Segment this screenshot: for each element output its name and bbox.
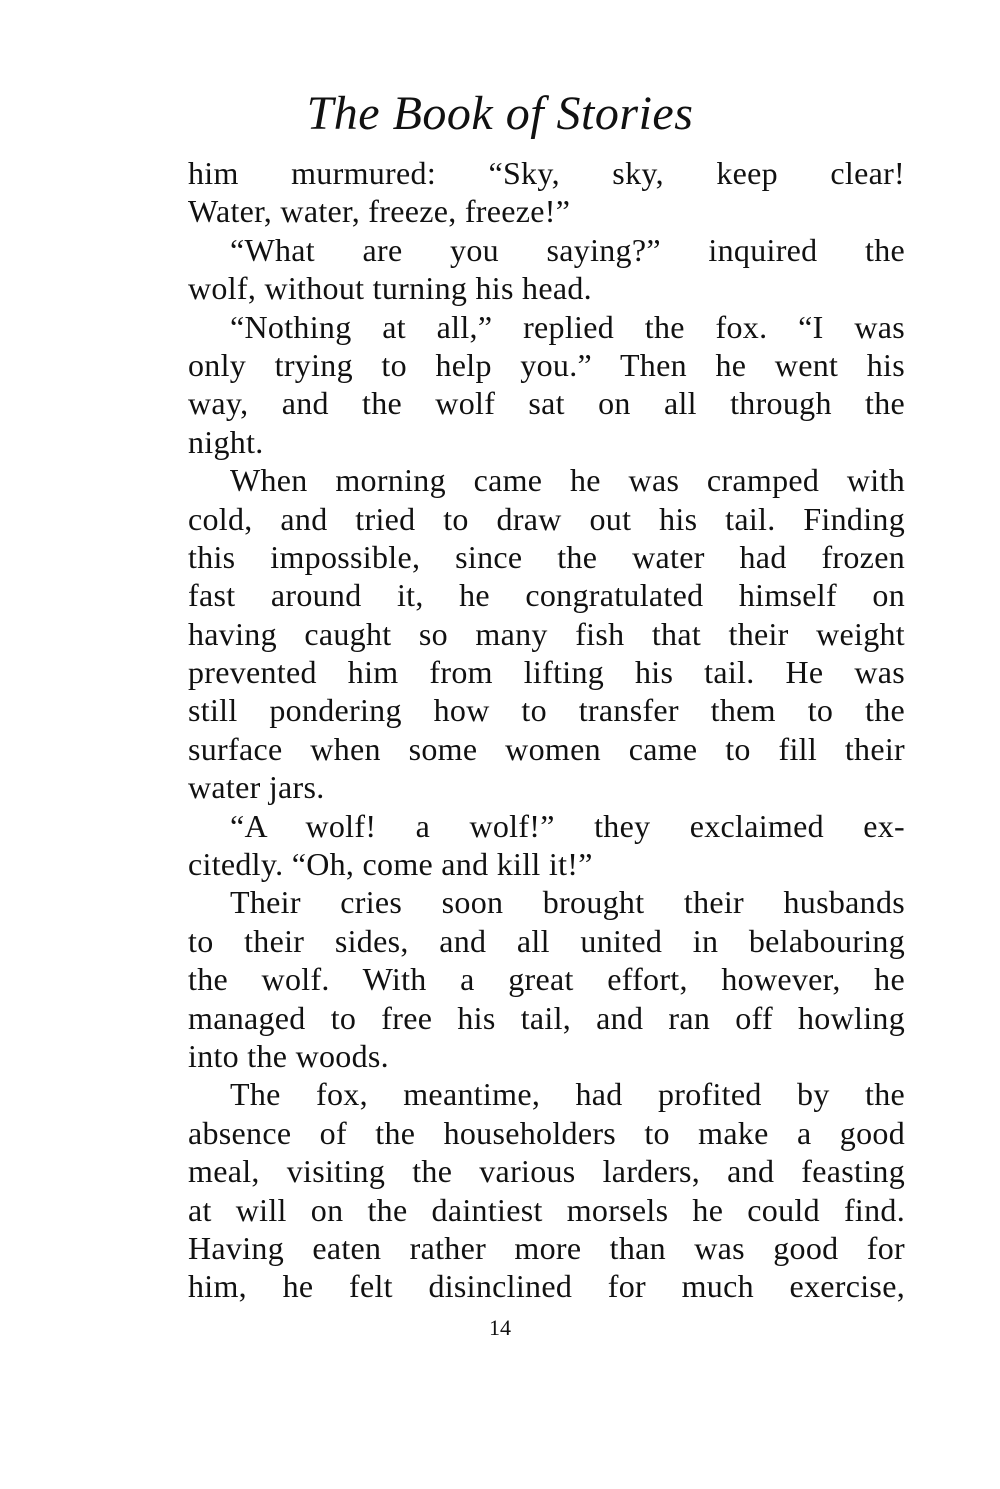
text-line: into the woods. [188, 1037, 389, 1074]
text-line: absence of the householders to make a good [188, 1114, 905, 1151]
text-line: Having eaten rather more than was good for [188, 1229, 905, 1266]
text-line: surface when some women came to fill their [188, 730, 905, 767]
text-line: this impossible, since the water had frozen [188, 538, 905, 575]
text-line: water jars. [188, 769, 325, 806]
running-title: The Book of Stories [306, 87, 694, 140]
text-line: meal, visiting the various larders, and feasting [188, 1153, 905, 1190]
text-line: the wolf. With a great effort, however, he [188, 961, 905, 998]
text-line: wolf, without turning his head. [188, 270, 592, 307]
text-line: cold, and tried to draw out his tail. Finding [188, 500, 905, 537]
text-line: way, and the wolf sat on all through the [188, 385, 905, 422]
text-line: citedly. “Oh, come and kill it!” [188, 846, 593, 883]
text-line: to their sides, and all united in belabouring [188, 922, 905, 959]
text-line: Water, water, freeze, freeze!” [188, 193, 571, 230]
text-line: prevented him from lifting his tail. He was [188, 654, 905, 691]
text-line: “Nothing at all,” replied the fox. “I was [230, 308, 905, 345]
page-number: 14 [489, 1315, 511, 1340]
text-line: having caught so many fish that their weight [188, 615, 905, 652]
text-line: him murmured: “Sky, sky, keep clear! [188, 155, 905, 191]
text-line: “What are you saying?” inquired the [230, 231, 905, 268]
text-line: him, he felt disinclined for much exercise, [188, 1268, 905, 1305]
text-line: only trying to help you.” Then he went his [188, 346, 905, 383]
text-line: fast around it, he congratulated himself on [188, 577, 905, 614]
text-line: The fox, meantime, had profited by the [230, 1076, 905, 1113]
text-line: Their cries soon brought their husbands [230, 884, 905, 921]
text-line: night. [188, 423, 264, 460]
text-line: still pondering how to transfer them to the [188, 692, 905, 729]
text-line: “A wolf! a wolf!” they exclaimed ex- [230, 807, 905, 844]
text-line: When morning came he was cramped with [230, 462, 905, 499]
text-line: at will on the daintiest morsels he could find. [188, 1191, 905, 1228]
text-line: managed to free his tail, and ran off howling [188, 999, 905, 1036]
story-text [188, 154, 905, 1306]
